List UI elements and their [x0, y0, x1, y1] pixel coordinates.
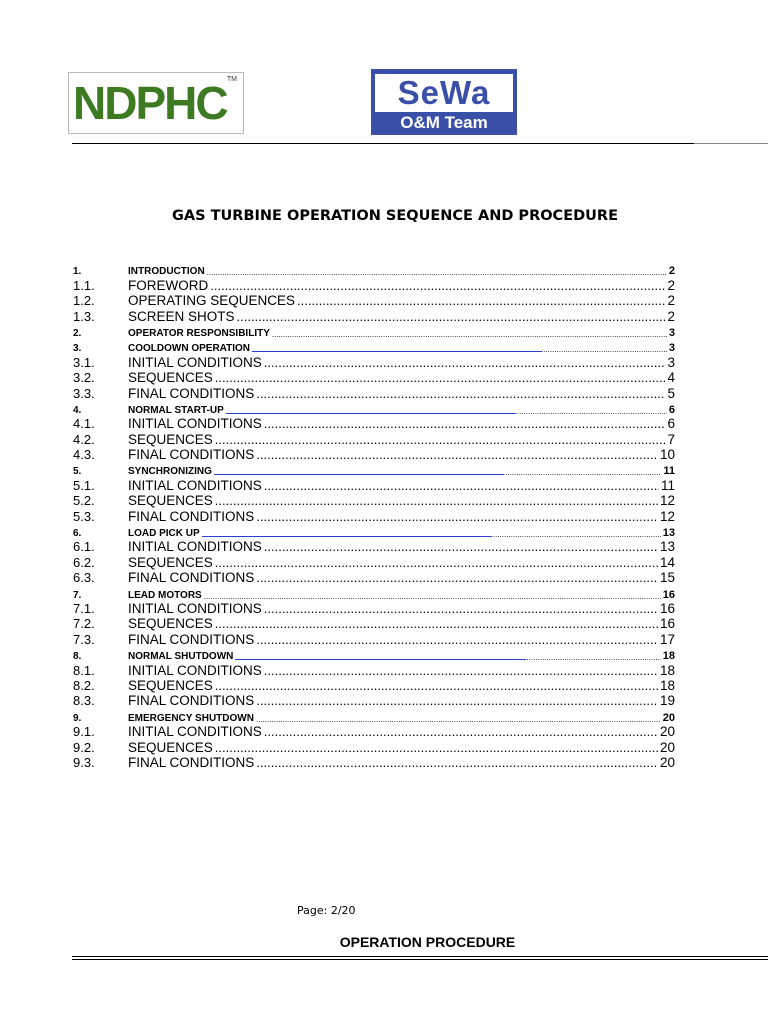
- toc-label: FINAL CONDITIONS: [128, 385, 255, 401]
- toc-leader-dots: [264, 724, 658, 739]
- toc-page-number: 20: [659, 754, 675, 770]
- hyperlink-underline[interactable]: [235, 659, 525, 660]
- toc-number: 7.1.: [73, 600, 95, 616]
- toc-label: SEQUENCES: [128, 554, 213, 570]
- toc-leader-dots: [256, 386, 665, 401]
- toc-leader-dots: [226, 407, 667, 416]
- toc-section-entry[interactable]: [73, 262, 679, 277]
- toc-subsection-entry[interactable]: [73, 601, 679, 616]
- toc-page-number: 2: [668, 265, 675, 278]
- toc-page-number: 3: [668, 342, 675, 355]
- toc-subsection-entry[interactable]: [73, 477, 679, 492]
- toc-leader-dots: [215, 370, 666, 385]
- toc-label: FINAL CONDITIONS: [128, 447, 255, 463]
- toc-page-number: 7: [667, 431, 675, 447]
- toc-page-number: 10: [659, 447, 675, 463]
- toc-label: LEAD MOTORS: [128, 589, 202, 601]
- toc-number: 2.: [73, 327, 82, 339]
- toc-subsection-entry[interactable]: [73, 739, 679, 754]
- toc-label: INITIAL CONDITIONS: [128, 662, 262, 678]
- ndphc-logo-text: NDPHC: [73, 77, 227, 129]
- toc-subsection-entry[interactable]: [73, 539, 679, 554]
- toc-label: SEQUENCES: [128, 431, 213, 447]
- toc-page-number: 18: [662, 650, 675, 663]
- toc-label: SEQUENCES: [128, 739, 213, 755]
- toc-number: 6.3.: [73, 570, 95, 586]
- hyperlink-underline[interactable]: [214, 474, 504, 475]
- toc-leader-dots: [252, 345, 667, 354]
- toc-leader-dots: [237, 309, 666, 324]
- toc-page-number: 18: [659, 677, 675, 693]
- page-number: Page: 2/20: [297, 904, 356, 917]
- toc-leader-dots: [215, 678, 658, 693]
- toc-subsection-entry[interactable]: [73, 724, 679, 739]
- toc-number: 7.: [73, 589, 82, 601]
- toc-section-entry[interactable]: [73, 585, 679, 600]
- toc-subsection-entry[interactable]: [73, 277, 679, 292]
- toc-page-number: 6: [667, 416, 675, 432]
- toc-page-number: 20: [659, 724, 675, 740]
- toc-label: INITIAL CONDITIONS: [128, 477, 262, 493]
- toc-subsection-entry[interactable]: [73, 678, 679, 693]
- toc-page-number: 16: [662, 588, 675, 601]
- toc-number: 9.3.: [73, 754, 95, 770]
- footer-divider-double: [72, 959, 768, 960]
- toc-label: EMERGENCY SHUTDOWN: [128, 712, 254, 724]
- toc-subsection-entry[interactable]: [73, 755, 679, 770]
- toc-label: SEQUENCES: [128, 370, 213, 386]
- toc-label: NORMAL START-UP: [128, 404, 224, 416]
- toc-leader-dots: [202, 530, 661, 539]
- toc-page-number: 13: [659, 539, 675, 555]
- toc-section-entry[interactable]: [73, 708, 679, 723]
- toc-leader-dots: [215, 555, 658, 570]
- table-of-contents: [73, 262, 679, 770]
- toc-label: FINAL CONDITIONS: [128, 754, 255, 770]
- ndphc-logo: [68, 72, 244, 134]
- toc-section-entry[interactable]: [73, 647, 679, 662]
- toc-label: FINAL CONDITIONS: [128, 631, 255, 647]
- toc-leader-dots: [215, 432, 666, 447]
- toc-page-number: 12: [659, 508, 675, 524]
- toc-page-number: 12: [659, 493, 675, 509]
- toc-page-number: 2: [667, 308, 675, 324]
- toc-leader-dots: [264, 478, 659, 493]
- toc-page-number: 20: [662, 711, 675, 724]
- toc-label: INITIAL CONDITIONS: [128, 416, 262, 432]
- header-divider-extension: [694, 143, 768, 144]
- toc-label: SEQUENCES: [128, 616, 213, 632]
- toc-page-number: 3: [668, 326, 675, 339]
- footer-divider: [72, 956, 768, 957]
- toc-label: SEQUENCES: [128, 493, 213, 509]
- toc-number: 9.: [73, 712, 82, 724]
- toc-page-number: 16: [659, 616, 675, 632]
- toc-label: FINAL CONDITIONS: [128, 693, 255, 709]
- toc-number: 5.3.: [73, 508, 95, 524]
- toc-number: 4.: [73, 404, 82, 416]
- toc-label: LOAD PICK UP: [128, 528, 200, 540]
- toc-section-entry[interactable]: [73, 401, 679, 416]
- toc-label: INITIAL CONDITIONS: [128, 354, 262, 370]
- footer-title: OPERATION PROCEDURE: [339, 934, 516, 950]
- toc-page-number: 11: [660, 477, 675, 493]
- toc-label: INITIAL CONDITIONS: [128, 600, 262, 616]
- toc-number: 5.: [73, 466, 82, 478]
- toc-page-number: 19: [659, 693, 675, 709]
- toc-page-number: 2: [667, 293, 675, 309]
- toc-number: 3.2.: [73, 370, 95, 386]
- hyperlink-underline[interactable]: [252, 351, 542, 352]
- toc-number: 8.2.: [73, 677, 95, 693]
- toc-page-number: 13: [662, 527, 675, 540]
- toc-label: COOLDOWN OPERATION: [128, 343, 251, 355]
- toc-subsection-entry[interactable]: [73, 554, 679, 569]
- toc-leader-dots: [264, 416, 666, 431]
- toc-label: SEQUENCES: [128, 677, 213, 693]
- toc-leader-dots: [256, 509, 658, 524]
- toc-subsection-entry[interactable]: [73, 354, 679, 369]
- toc-number: 3.: [73, 343, 82, 355]
- toc-subsection-entry[interactable]: [73, 631, 679, 646]
- toc-label: FINAL CONDITIONS: [128, 508, 255, 524]
- toc-label: FOREWORD: [128, 277, 209, 293]
- toc-leader-dots: [256, 715, 661, 724]
- toc-leader-dots: [204, 592, 661, 601]
- toc-subsection-entry[interactable]: [73, 693, 679, 708]
- trademark-mark: TM: [226, 76, 237, 83]
- toc-page-number: 15: [659, 570, 675, 586]
- toc-section-entry[interactable]: [73, 462, 679, 477]
- toc-page-number: 16: [659, 600, 675, 616]
- toc-subsection-entry[interactable]: [73, 385, 679, 400]
- toc-leader-dots: [210, 278, 665, 293]
- header-divider: [72, 143, 694, 144]
- toc-leader-dots: [235, 653, 660, 662]
- toc-leader-dots: [215, 616, 658, 631]
- toc-leader-dots: [264, 355, 666, 370]
- toc-label: NORMAL SHUTDOWN: [128, 651, 234, 663]
- toc-subsection-entry[interactable]: [73, 508, 679, 523]
- toc-leader-dots: [215, 740, 658, 755]
- toc-label: SCREEN SHOTS: [128, 308, 235, 324]
- hyperlink-underline[interactable]: [202, 536, 492, 537]
- toc-number: 9.1.: [73, 724, 95, 740]
- toc-page-number: 11: [663, 465, 675, 478]
- toc-leader-dots: [215, 493, 658, 508]
- sewa-logo-title: SeWa: [397, 74, 491, 111]
- toc-number: 7.2.: [73, 616, 95, 632]
- document-title: GAS TURBINE OPERATION SEQUENCE AND PROCEDURE: [172, 208, 618, 224]
- toc-subsection-entry[interactable]: [73, 416, 679, 431]
- toc-label: OPERATING SEQUENCES: [128, 293, 296, 309]
- toc-page-number: 6: [668, 403, 675, 416]
- toc-leader-dots: [297, 293, 665, 308]
- toc-number: 9.2.: [73, 739, 95, 755]
- toc-number: 7.3.: [73, 631, 95, 647]
- toc-number: 1.3.: [73, 308, 95, 324]
- toc-leader-dots: [264, 539, 658, 554]
- toc-subsection-entry[interactable]: [73, 308, 679, 323]
- toc-leader-dots: [256, 447, 658, 462]
- toc-page-number: 20: [659, 739, 675, 755]
- toc-label: SYNCHRONIZING: [128, 466, 212, 478]
- hyperlink-underline[interactable]: [226, 413, 516, 414]
- toc-page-number: 17: [659, 631, 675, 647]
- toc-number: 5.1.: [73, 477, 95, 493]
- toc-number: 4.3.: [73, 447, 95, 463]
- toc-subsection-entry[interactable]: [73, 616, 679, 631]
- toc-subsection-entry[interactable]: [73, 293, 679, 308]
- sewa-logo-subtitle: O&M Team: [400, 113, 488, 132]
- toc-label: INITIAL CONDITIONS: [128, 724, 262, 740]
- sewa-logo-panel: [375, 74, 513, 112]
- toc-number: 6.2.: [73, 554, 95, 570]
- toc-label: INTRODUCTION: [128, 266, 205, 278]
- toc-leader-dots: [264, 663, 658, 678]
- toc-subsection-entry[interactable]: [73, 370, 679, 385]
- toc-section-entry[interactable]: [73, 339, 679, 354]
- toc-page-number: 18: [659, 662, 675, 678]
- toc-number: 3.3.: [73, 385, 95, 401]
- toc-leader-dots: [272, 330, 667, 339]
- toc-number: 1.: [73, 266, 82, 278]
- sewa-logo: [371, 69, 517, 135]
- toc-leader-dots: [256, 693, 658, 708]
- toc-subsection-entry[interactable]: [73, 447, 679, 462]
- toc-label: FINAL CONDITIONS: [128, 570, 255, 586]
- toc-subsection-entry[interactable]: [73, 493, 679, 508]
- toc-number: 5.2.: [73, 493, 95, 509]
- toc-number: 8.1.: [73, 662, 95, 678]
- toc-number: 6.: [73, 528, 82, 540]
- toc-subsection-entry[interactable]: [73, 431, 679, 446]
- toc-subsection-entry[interactable]: [73, 662, 679, 677]
- toc-number: 6.1.: [73, 539, 95, 555]
- toc-subsection-entry[interactable]: [73, 570, 679, 585]
- toc-leader-dots: [256, 570, 658, 585]
- toc-number: 8.: [73, 651, 82, 663]
- toc-label: INITIAL CONDITIONS: [128, 539, 262, 555]
- toc-number: 8.3.: [73, 693, 95, 709]
- toc-page-number: 5: [667, 385, 675, 401]
- toc-number: 4.2.: [73, 431, 95, 447]
- toc-number: 1.1.: [73, 277, 95, 293]
- toc-page-number: 4: [667, 370, 675, 386]
- toc-number: 4.1.: [73, 416, 95, 432]
- toc-page-number: 3: [667, 354, 675, 370]
- toc-leader-dots: [256, 632, 658, 647]
- toc-page-number: 2: [667, 277, 675, 293]
- toc-leader-dots: [256, 755, 658, 770]
- toc-section-entry[interactable]: [73, 524, 679, 539]
- toc-leader-dots: [207, 268, 667, 277]
- toc-label: OPERATOR RESPONSIBILITY: [128, 327, 270, 339]
- toc-page-number: 14: [659, 554, 675, 570]
- toc-leader-dots: [214, 468, 661, 477]
- toc-section-entry[interactable]: [73, 324, 679, 339]
- toc-leader-dots: [264, 601, 658, 616]
- toc-number: 1.2.: [73, 293, 95, 309]
- toc-number: 3.1.: [73, 354, 95, 370]
